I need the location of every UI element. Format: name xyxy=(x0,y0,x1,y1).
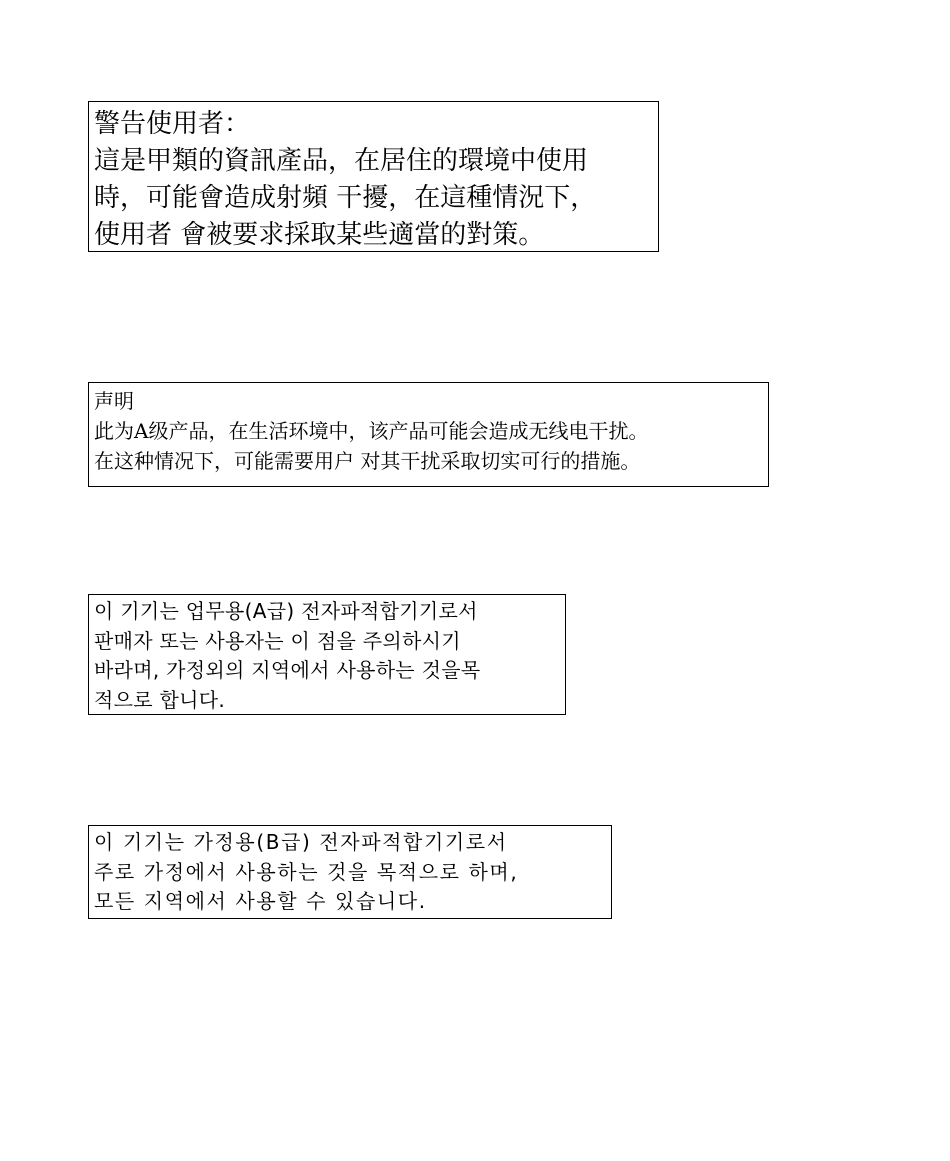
notice-text-line: 이 기기는 가정용(B급) 전자파적합기기로서 xyxy=(94,830,508,854)
notice-text-line: 바라며, 가정외의 지역에서 사용하는 것을목 xyxy=(94,658,481,682)
china-class-a-statement-box xyxy=(88,382,769,487)
taiwan-class-a-warning-box xyxy=(88,101,659,252)
korea-class-a-notice-box xyxy=(88,594,566,715)
korea-class-b-notice-box xyxy=(88,825,612,919)
notice-text-line: 적으로 합니다. xyxy=(94,687,226,712)
notice-text-line: 이 기기는 업무용(A급) 전자파적합기기로서 xyxy=(94,599,478,623)
warning-heading: 警告使用者： xyxy=(94,109,251,139)
warning-text-line: 這是甲類的資訊產品，在居住的環境中使用 xyxy=(94,146,589,176)
statement-heading: 声明 xyxy=(94,389,134,413)
warning-text-line: 使用者 會被要求採取某些適當的對策。 xyxy=(94,220,545,250)
warning-text-line: 時，可能會造成射頻 干擾，在這種情況下， xyxy=(94,183,597,213)
notice-text-line: 판매자 또는 사용자는 이 점을 주의하시기 xyxy=(94,628,461,653)
notice-text-line: 주로 가정에서 사용하는 것을 목적으로 하며, xyxy=(94,859,519,884)
statement-text-line: 在这种情况下，可能需要用户 对其干扰采取切实可行的措施。 xyxy=(94,449,641,473)
notice-text-line: 모든 지역에서 사용할 수 있습니다. xyxy=(94,889,427,913)
statement-text-line: 此为A级产品，在生活环境中，该产品可能会造成无线电干扰。 xyxy=(94,419,649,443)
